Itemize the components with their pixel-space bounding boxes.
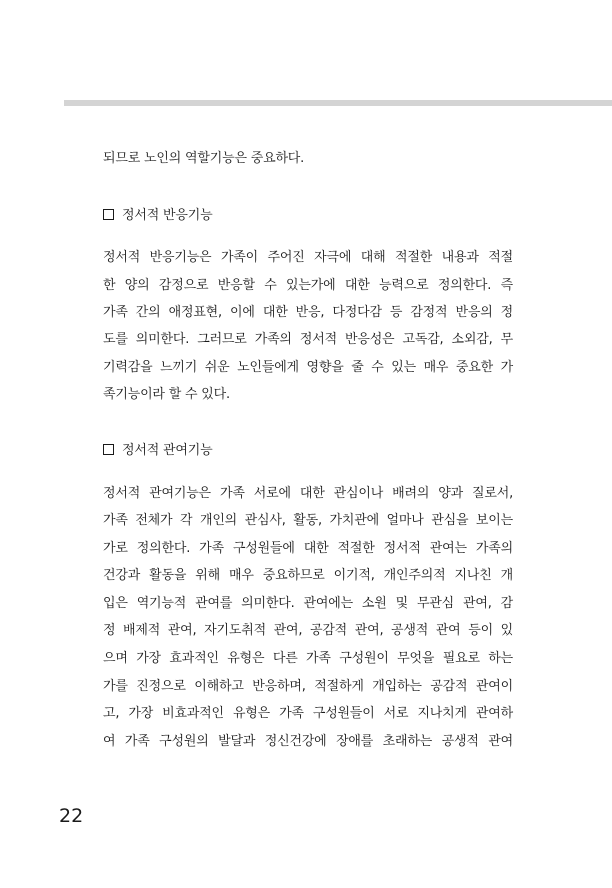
paragraph-line: 가를 진정으로 이해하고 반응하며, 적절하게 개입하는 공감적 관여이: [103, 679, 513, 694]
paragraph-line: 정서적 관여기능은 가족 서로에 대한 관심이나 배려의 양과 질로서,: [103, 486, 513, 501]
paragraph-line: 고, 가장 비효과적인 유형은 가족 구성원들이 서로 지나치게 관여하: [103, 706, 513, 721]
paragraph-line: 가족 간의 애정표현, 이에 대한 반응, 다정다감 등 감정적 반응의 정: [103, 305, 513, 320]
paragraph-line: 입은 역기능적 관여를 의미한다. 관여에는 소원 및 무관심 관여, 감: [103, 596, 513, 611]
intro-line: 되므로 노인의 역할기능은 중요하다.: [103, 151, 305, 166]
paragraph-line: 여 가족 구성원의 발달과 정신건강에 장애를 초래하는 공생적 관여: [103, 734, 513, 749]
paragraph-line: 한 양의 감정으로 반응할 수 있는가에 대한 능력으로 정의한다. 즉: [103, 278, 513, 293]
checkbox-bullet-icon: [103, 444, 114, 455]
section-heading-emotional-involvement: [103, 443, 513, 459]
page-number: 22: [59, 805, 84, 827]
paragraph-line: 기력감을 느끼기 쉬운 노인들에게 영향을 줄 수 있는 매우 중요한 가: [103, 360, 513, 375]
paragraph-line: 가족 전체가 각 개인의 관심사, 활동, 가치관에 얼마나 관심을 보이는: [103, 513, 513, 528]
section-heading-text: 정서적 반응기능: [122, 208, 213, 223]
paragraph-line: 건강과 활동을 위해 매우 중요하므로 이기적, 개인주의적 지나친 개: [103, 568, 513, 583]
section-heading-text: 정서적 관여기능: [122, 443, 213, 458]
paragraph-line: 가로 정의한다. 가족 구성원들에 대한 적절한 정서적 관여는 가족의: [103, 541, 513, 556]
section-heading-emotional-response: [103, 208, 513, 224]
paragraph-line: 족기능이라 할 수 있다.: [103, 387, 230, 402]
checkbox-bullet-icon: [103, 209, 114, 220]
header-rule: [64, 100, 612, 106]
paragraph-line: 정 배제적 관여, 자기도취적 관여, 공감적 관여, 공생적 관여 등이 있: [103, 623, 513, 638]
paragraph-line: 으며 가장 효과적인 유형은 다른 가족 구성원이 무엇을 필요로 하는: [103, 651, 513, 666]
paragraph-line: 도를 의미한다. 그러므로 가족의 정서적 반응성은 고독감, 소외감, 무: [103, 332, 513, 347]
paragraph-line: 정서적 반응기능은 가족이 주어진 자극에 대해 적절한 내용과 적절: [103, 250, 513, 265]
